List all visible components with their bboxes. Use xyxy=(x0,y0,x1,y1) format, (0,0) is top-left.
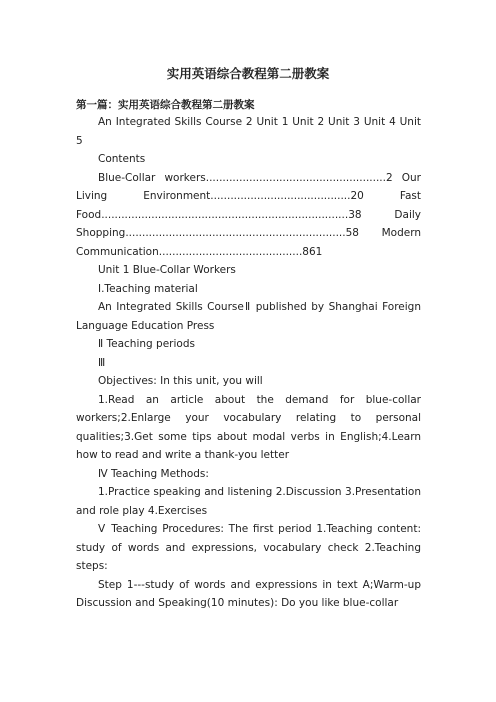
table-of-contents xyxy=(76,169,421,262)
document-body xyxy=(76,113,421,613)
contents-label: Contents xyxy=(98,153,146,165)
methods-heading: Ⅳ Teaching Methods: xyxy=(98,467,209,480)
toc-entry-page: 861 xyxy=(302,245,323,258)
toc-entry-label: Modern Communication xyxy=(76,227,421,258)
toc-leader: ........................................... xyxy=(158,245,303,258)
units-line: An Integrated Skills Course 2 Unit 1 Unit 2 Unit 3 Unit 4 Unit 5 xyxy=(76,116,421,147)
toc-line-1 xyxy=(76,169,421,262)
toc-entry-page: 20 xyxy=(350,190,364,202)
objectives-heading: Objectives: In this unit, you will xyxy=(98,375,263,387)
toc-leader: .......................................... xyxy=(210,190,351,202)
toc-entry-page: 2 xyxy=(385,171,393,184)
toc-entry-label: Our Living Environment xyxy=(76,171,421,202)
unit-heading: Unit 1 Blue-Collar Workers xyxy=(98,264,236,276)
roman-three: Ⅲ xyxy=(98,356,106,369)
section-heading: 第一篇：实用英语综合教程第二册教案 xyxy=(76,99,255,111)
toc-entry-page: 58 xyxy=(345,227,359,239)
toc-leader: .................................................................. xyxy=(125,227,346,239)
toc-leader: .......................................................................... xyxy=(101,208,349,221)
objectives-text: 1.Read an article about the demand for blue-collar workers;2.Enlarge your vocabulary relating to personal qualities;3.Get some tips about modal verbs in English;4.Learn how to read and write a thank-you letter xyxy=(76,393,421,461)
toc-leader: ...................................................... xyxy=(205,171,386,184)
step1-text: Step 1---study of words and expressions in text A;Warm-up Discussion and Speaking(10 minutes): Do you like blue-collar xyxy=(76,578,421,609)
document-title: 实用英语综合教程第二册教案 xyxy=(166,66,330,81)
teaching-periods: Ⅱ Teaching periods xyxy=(98,338,195,350)
teaching-material-text: An Integrated Skills CourseⅡ published by Shanghai Foreign Language Education Press xyxy=(76,301,421,332)
toc-entry-page: 38 xyxy=(348,208,362,221)
procedures-text: Ⅴ Teaching Procedures: The first period 1.Teaching content: study of words and expressions, vocabulary check 2.Teaching steps: xyxy=(76,523,421,572)
methods-text: 1.Practice speaking and listening 2.Discussion 3.Presentation and role play 4.Exercises xyxy=(76,486,421,517)
toc-entry-label: Blue-Collar workers xyxy=(98,171,206,184)
toc-entry-label: Daily Shopping xyxy=(76,208,421,239)
toc-entry-label: Fast Food xyxy=(76,190,421,221)
teaching-material-heading: I.Teaching material xyxy=(98,282,198,295)
